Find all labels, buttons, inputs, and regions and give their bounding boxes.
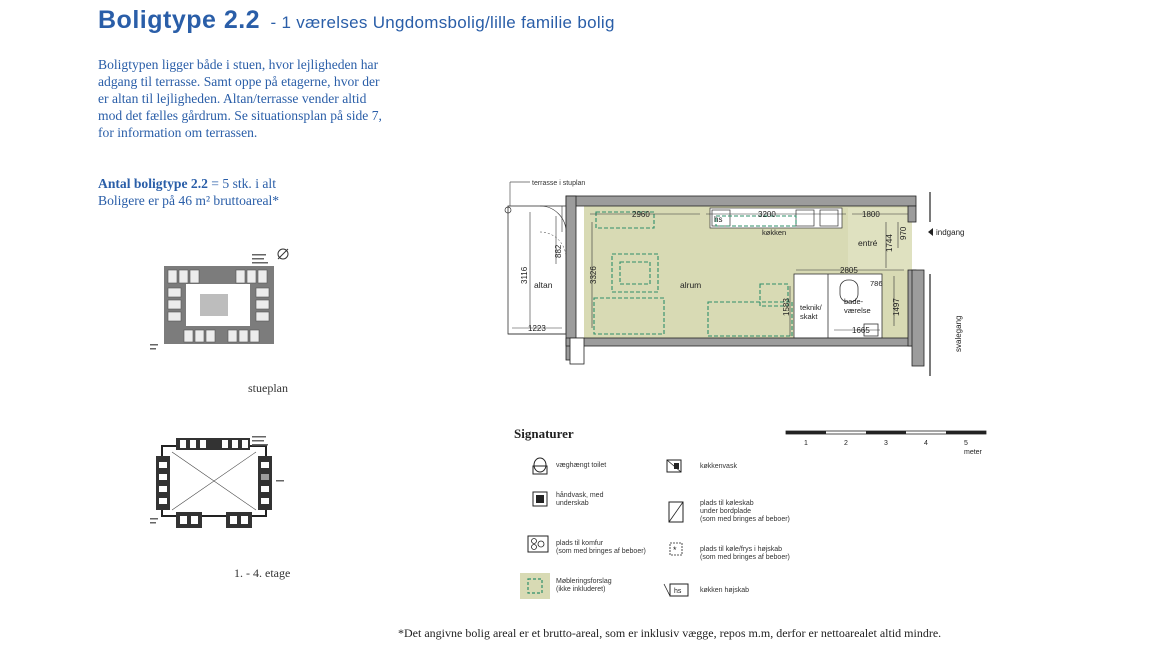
- stove-icon: [526, 534, 550, 554]
- dim-882: 882: [554, 244, 563, 258]
- dim-3326: 3326: [589, 266, 598, 284]
- page-title-main: Boligtype 2.2: [98, 6, 261, 34]
- tall-cabinet-hs: hs: [674, 588, 682, 595]
- legend-kitchen-sink-text: køkkenvask: [700, 463, 737, 470]
- intro-line: for information om terrassen.: [98, 125, 258, 140]
- key-plan-ground-floor: [140, 244, 300, 356]
- legend-stove-text: plads til komfur (som med bringes af beboer): [556, 540, 646, 555]
- kitchen-sink-icon: [665, 458, 683, 474]
- dim-970: 970: [899, 226, 908, 240]
- wall-bottom: [566, 338, 912, 346]
- svg-text:*: *: [673, 545, 677, 555]
- footnote: *Det angivne bolig areal er et brutto-areal, som er inklusiv vægge, repos m.m, derfor er nettoarealet altid mindre.: [398, 626, 942, 640]
- intro-paragraph: [98, 56, 443, 141]
- entrance-label: indgang: [936, 228, 965, 237]
- toilet-icon: [531, 456, 549, 476]
- room-teknik: teknik/ skakt: [800, 303, 822, 321]
- dim-1223: 1223: [528, 324, 546, 333]
- sink-icon: [531, 490, 549, 508]
- intro-line: adgang til terrasse. Samt oppe på etagerne, hvor der: [98, 74, 380, 89]
- room-alrum: alrum: [680, 280, 702, 290]
- room-altan: altan: [534, 280, 553, 290]
- terrace-note-text: terrasse i stuplan: [532, 180, 586, 187]
- scale-tick: 2: [844, 440, 848, 447]
- legend-fridge-tall-text: plads til køle/frys i højskab (som med bringes af beboer): [700, 546, 790, 561]
- scale-tick: 5: [964, 440, 968, 447]
- dim-3200: 3200: [758, 210, 776, 219]
- dim-1665: 1665: [852, 326, 870, 335]
- key-plan-upper-floors: [132, 430, 292, 542]
- page-subtitle: - 1 værelses Ungdomsbolig/lille familie bolig: [270, 13, 615, 32]
- fridge-tall-icon: [669, 542, 683, 556]
- intro-line: er altan til lejligheden. Altan/terrasse vender altid: [98, 91, 367, 106]
- gross-area-text: Boligere er på 46 m² bruttoareal*: [98, 193, 280, 208]
- legend-sink-text: håndvask, med underskab: [556, 492, 604, 507]
- scale-tick: 3: [884, 440, 888, 447]
- room-kokken: køkken: [762, 228, 787, 237]
- dim-1800: 1800: [862, 210, 880, 219]
- dim-786: 786: [870, 279, 883, 288]
- legend-tall-cabinet-text: køkken højskab: [700, 587, 750, 594]
- dim-1583: 1583: [782, 298, 791, 316]
- apartment-floor-plan: [500, 176, 965, 380]
- intro-line: mod det fælles gårdrum. Se situationsplan på side 7,: [98, 108, 382, 123]
- key-plan-upper-label: 1. - 4. etage: [234, 566, 291, 580]
- svalegang-label: svalegang: [954, 315, 963, 352]
- wall-top: [566, 196, 916, 206]
- dim-2960: 2960: [632, 210, 650, 219]
- page-title: [98, 6, 615, 35]
- dim-2805: 2805: [840, 266, 858, 275]
- legend-fridge-under-text: plads til køleskab under bordplade (som med bringes af beboer): [700, 500, 790, 523]
- scale-bar: [784, 428, 994, 458]
- furniture-suggestion-icon: [520, 573, 550, 599]
- tall-cabinet-icon: [662, 582, 690, 598]
- unit-count-label: Antal boligtype 2.2: [98, 176, 208, 191]
- legend-title: Signaturer: [514, 426, 574, 441]
- dim-1744: 1744: [885, 234, 894, 252]
- scale-unit: meter: [964, 449, 982, 456]
- unit-count-info: [98, 175, 279, 209]
- key-plan-ground-label: stueplan: [248, 381, 288, 395]
- room-badevaerelse: bade-værelse: [844, 297, 871, 315]
- legend-toilet-text: væghængt toilet: [556, 462, 607, 469]
- dim-3116: 3116: [520, 266, 529, 284]
- wall-left: [566, 196, 576, 360]
- hs-label: hs: [714, 215, 723, 224]
- scale-tick: 4: [924, 440, 928, 447]
- fridge-under-icon: [667, 500, 685, 524]
- wall-right-upper: [908, 206, 916, 222]
- room-entre: entré: [858, 238, 878, 248]
- scale-tick: 1: [804, 440, 808, 447]
- dim-1497: 1497: [892, 298, 901, 316]
- intro-line: Boligtypen ligger både i stuen, hvor lejligheden har: [98, 57, 379, 72]
- legend-furniture-text: Møbleringsforslag (ikke inkluderet): [556, 578, 612, 593]
- unit-count-value: = 5 stk. i alt: [207, 176, 276, 191]
